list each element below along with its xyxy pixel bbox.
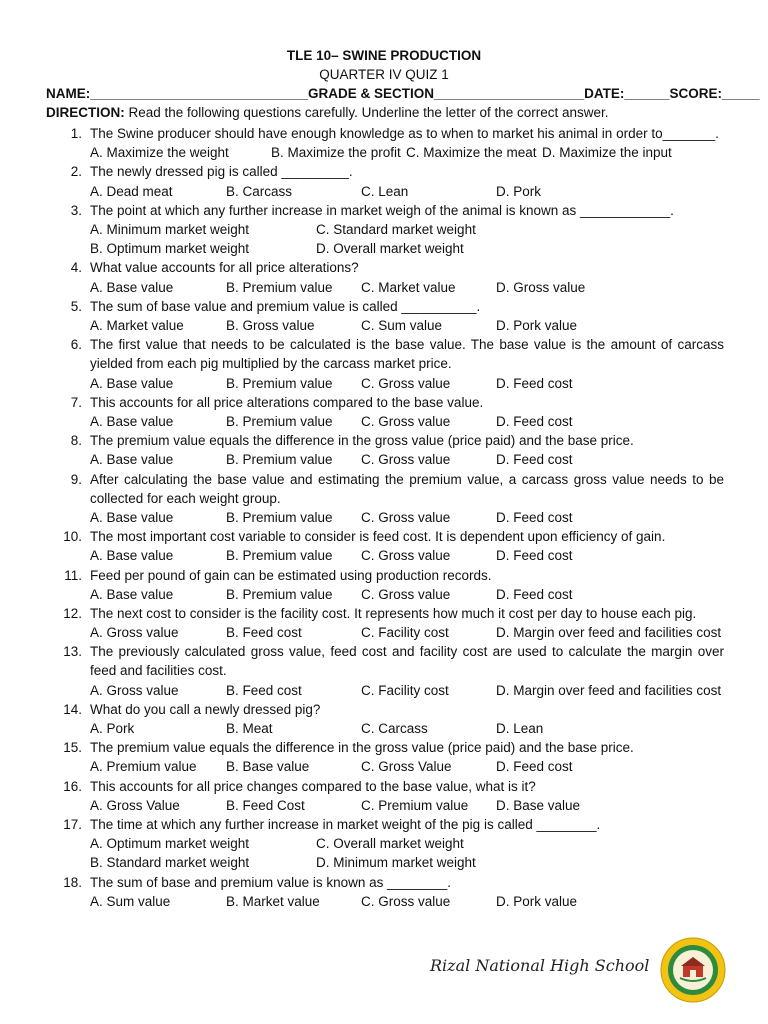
- question-number: 14.: [63, 701, 82, 717]
- answer-option[interactable]: B. Feed cost: [226, 682, 302, 698]
- answer-option[interactable]: C. Overall market weight: [316, 836, 464, 852]
- question-11: [46, 566, 724, 585]
- answer-option[interactable]: C. Standard market weight: [316, 221, 476, 237]
- question-text: What value accounts for all price alterations?: [90, 260, 359, 276]
- answer-option[interactable]: B. Market value: [226, 893, 320, 909]
- question-text: After calculating the base value and estimating the premium value, a carcass gross value needs to be collected for each weight group.: [90, 471, 724, 506]
- answer-option[interactable]: C. Gross value: [361, 413, 451, 429]
- question-4: [46, 258, 724, 277]
- question-number: 17.: [63, 817, 82, 833]
- answer-option[interactable]: C. Gross value: [361, 452, 451, 468]
- answer-option[interactable]: B. Standard market weight: [90, 855, 250, 871]
- answer-option[interactable]: D. Feed cost: [496, 452, 573, 468]
- option-row: [90, 143, 724, 162]
- quiz-title: TLE 10– SWINE PRODUCTION: [286, 48, 482, 63]
- school-name: Rizal National High School: [430, 956, 650, 975]
- question-text: The next cost to consider is the facility cost. It represents how much it cost per day to house each pig.: [90, 605, 697, 621]
- question-13: [46, 642, 724, 680]
- option-row: [90, 182, 724, 201]
- answer-option[interactable]: C. Gross value: [361, 509, 451, 525]
- question-number: 5.: [70, 298, 82, 314]
- option-row: [90, 220, 724, 239]
- answer-option[interactable]: A. Premium value: [90, 759, 197, 775]
- answer-option[interactable]: D. Pork: [496, 183, 542, 199]
- question-number: 4.: [70, 260, 82, 276]
- option-row: [90, 412, 724, 431]
- question-number: 15.: [63, 740, 82, 756]
- question-text: The newly dressed pig is called _________.: [90, 164, 353, 180]
- question-14: [46, 700, 724, 719]
- option-row: [90, 316, 724, 335]
- answer-option[interactable]: D. Feed cost: [496, 759, 573, 775]
- answer-option[interactable]: C. Gross Value: [361, 759, 452, 775]
- answer-option[interactable]: D. Overall market weight: [316, 241, 464, 257]
- answer-option[interactable]: D. Feed cost: [496, 548, 573, 564]
- answer-option[interactable]: C. Facility cost: [361, 682, 449, 698]
- question-text: The sum of base and premium value is known as ________.: [90, 874, 451, 890]
- question-17: [46, 815, 724, 834]
- answer-option[interactable]: D. Margin over feed and facilities cost: [496, 682, 722, 698]
- answer-option[interactable]: D. Feed cost: [496, 375, 573, 391]
- answer-option[interactable]: B. Premium value: [226, 375, 333, 391]
- answer-option[interactable]: A. Optimum market weight: [90, 836, 250, 852]
- question-5: [46, 297, 724, 316]
- question-7: [46, 393, 724, 412]
- question-6: [46, 335, 724, 373]
- direction-label: DIRECTION:: [46, 105, 125, 120]
- question-number: 6.: [70, 337, 82, 353]
- option-row: [90, 278, 724, 297]
- answer-option[interactable]: C. Premium value: [361, 797, 469, 813]
- answer-option[interactable]: B. Gross value: [226, 317, 315, 333]
- answer-option[interactable]: A. Base value: [90, 509, 174, 525]
- answer-option[interactable]: A. Gross value: [90, 625, 179, 641]
- question-1: [46, 124, 724, 143]
- question-text: What do you call a newly dressed pig?: [90, 701, 321, 717]
- answer-option[interactable]: D. Maximize the input: [542, 145, 672, 161]
- answer-option[interactable]: A. Base value: [90, 548, 174, 564]
- question-9: [46, 470, 724, 508]
- answer-option[interactable]: D. Pork value: [496, 893, 578, 909]
- question-number: 16.: [63, 778, 82, 794]
- answer-option[interactable]: A. Minimum market weight: [90, 221, 250, 237]
- option-row: [90, 719, 724, 738]
- student-info-line: NAME:_____________________________GRADE & SECTION____________________DATE:______SCORE:_____: [46, 86, 760, 101]
- question-text: The time at which any further increase in market weight of the pig is called ________.: [90, 817, 601, 833]
- question-number: 2.: [70, 164, 82, 180]
- answer-option[interactable]: D. Minimum market weight: [316, 855, 476, 871]
- option-row: [90, 892, 724, 911]
- quiz-subtitle: QUARTER IV QUIZ 1: [319, 67, 449, 82]
- question-text: The Swine producer should have enough knowledge as to when to market his animal in order to_______.: [90, 126, 719, 141]
- answer-option[interactable]: B. Premium value: [226, 548, 333, 564]
- answer-option[interactable]: D. Gross value: [496, 279, 586, 295]
- question-number: 8.: [70, 433, 82, 449]
- answer-option[interactable]: A. Pork: [90, 721, 135, 737]
- direction-line: [46, 105, 726, 120]
- answer-option[interactable]: C. Sum value: [361, 317, 443, 333]
- option-row: [90, 834, 724, 853]
- answer-option[interactable]: D. Pork value: [496, 317, 578, 333]
- question-text: The premium value equals the difference in the gross value (price paid) and the base price.: [90, 433, 634, 449]
- answer-option[interactable]: B. Maximize the profit: [271, 145, 401, 161]
- option-row: [90, 239, 724, 258]
- direction-text: Read the following questions carefully. Underline the letter of the correct answer.: [124, 105, 609, 120]
- question-number: 13.: [63, 644, 82, 660]
- question-text: The sum of base value and premium value is called __________.: [90, 298, 481, 314]
- answer-option[interactable]: A. Base value: [90, 279, 174, 295]
- answer-option[interactable]: C. Maximize the meat: [406, 145, 537, 161]
- answer-option[interactable]: C. Gross value: [361, 893, 451, 909]
- answer-option[interactable]: C. Facility cost: [361, 625, 449, 641]
- question-2: [46, 162, 724, 181]
- question-number: 18.: [63, 874, 82, 890]
- option-row: [90, 757, 724, 776]
- question-list: [46, 124, 724, 911]
- question-18: [46, 873, 724, 892]
- option-row: [90, 546, 724, 565]
- question-16: [46, 777, 724, 796]
- question-3: [46, 201, 724, 220]
- answer-option[interactable]: A. Dead meat: [90, 183, 173, 199]
- answer-option[interactable]: B. Feed cost: [226, 625, 302, 641]
- question-number: 9.: [70, 471, 82, 487]
- answer-option[interactable]: B. Premium value: [226, 413, 333, 429]
- question-number: 12.: [63, 605, 82, 621]
- option-row: [90, 585, 724, 604]
- answer-option[interactable]: A. Base value: [90, 375, 174, 391]
- question-text: This accounts for all price alterations compared to the base value.: [90, 394, 484, 410]
- answer-option[interactable]: B. Carcass: [226, 183, 293, 199]
- answer-option[interactable]: D. Feed cost: [496, 413, 573, 429]
- question-number: 1.: [70, 126, 82, 141]
- answer-option[interactable]: A. Base value: [90, 452, 174, 468]
- answer-option[interactable]: C. Gross value: [361, 375, 451, 391]
- option-row: [90, 681, 724, 700]
- question-number: 11.: [64, 567, 82, 583]
- answer-option[interactable]: A. Base value: [90, 413, 174, 429]
- question-text: The first value that needs to be calculated is the base value. The base value is the amount of carcass yielded from each pig multiplied by the carcass market price.: [90, 337, 724, 372]
- answer-option[interactable]: C. Gross value: [361, 548, 451, 564]
- answer-option[interactable]: A. Maximize the weight: [90, 145, 229, 161]
- answer-option[interactable]: A. Market value: [90, 317, 184, 333]
- answer-option[interactable]: A. Sum value: [90, 893, 171, 909]
- answer-option[interactable]: A. Base value: [90, 586, 174, 602]
- question-number: 10.: [63, 529, 82, 545]
- option-row: [90, 508, 724, 527]
- option-row: [90, 623, 724, 642]
- answer-option[interactable]: C. Lean: [361, 183, 409, 199]
- question-text: The most important cost variable to consider is feed cost. It is dependent upon efficiency of gain.: [90, 529, 666, 545]
- answer-option[interactable]: B. Base value: [226, 759, 310, 775]
- answer-option[interactable]: A. Gross value: [90, 682, 179, 698]
- question-text: The previously calculated gross value, feed cost and facility cost are used to calculate the margin over feed and facilities cost.: [90, 644, 724, 679]
- question-10: [46, 527, 724, 546]
- answer-option[interactable]: B. Premium value: [226, 279, 333, 295]
- answer-option[interactable]: D. Feed cost: [496, 509, 573, 525]
- answer-option[interactable]: C. Market value: [361, 279, 456, 295]
- answer-option[interactable]: B. Premium value: [226, 509, 333, 525]
- answer-option[interactable]: C. Gross value: [361, 586, 451, 602]
- answer-option[interactable]: D. Base value: [496, 797, 581, 813]
- question-number: 7.: [70, 394, 82, 410]
- answer-option[interactable]: C. Carcass: [361, 721, 428, 737]
- option-row: [90, 450, 724, 469]
- answer-option[interactable]: A. Gross Value: [90, 797, 180, 813]
- answer-option[interactable]: D. Feed cost: [496, 586, 573, 602]
- answer-option[interactable]: D. Lean: [496, 721, 544, 737]
- question-number: 3.: [70, 202, 82, 218]
- question-8: [46, 431, 724, 450]
- question-15: [46, 738, 724, 757]
- question-text: The premium value equals the difference in the gross value (price paid) and the base price.: [90, 740, 634, 756]
- school-seal-icon: [660, 937, 726, 1003]
- answer-option[interactable]: B. Premium value: [226, 452, 333, 468]
- answer-option[interactable]: B. Meat: [226, 721, 273, 737]
- option-row: [90, 796, 724, 815]
- question-12: [46, 604, 724, 623]
- question-text: This accounts for all price changes compared to the base value, what is it?: [90, 778, 536, 794]
- question-text: Feed per pound of gain can be estimated using production records.: [90, 567, 492, 583]
- option-row: [90, 374, 724, 393]
- question-text: The point at which any further increase in market weigh of the animal is known as ____________.: [90, 202, 674, 218]
- option-row: [90, 853, 724, 872]
- answer-option[interactable]: B. Optimum market weight: [90, 241, 250, 257]
- answer-option[interactable]: B. Feed Cost: [226, 797, 305, 813]
- answer-option[interactable]: D. Margin over feed and facilities cost: [496, 625, 722, 641]
- answer-option[interactable]: B. Premium value: [226, 586, 333, 602]
